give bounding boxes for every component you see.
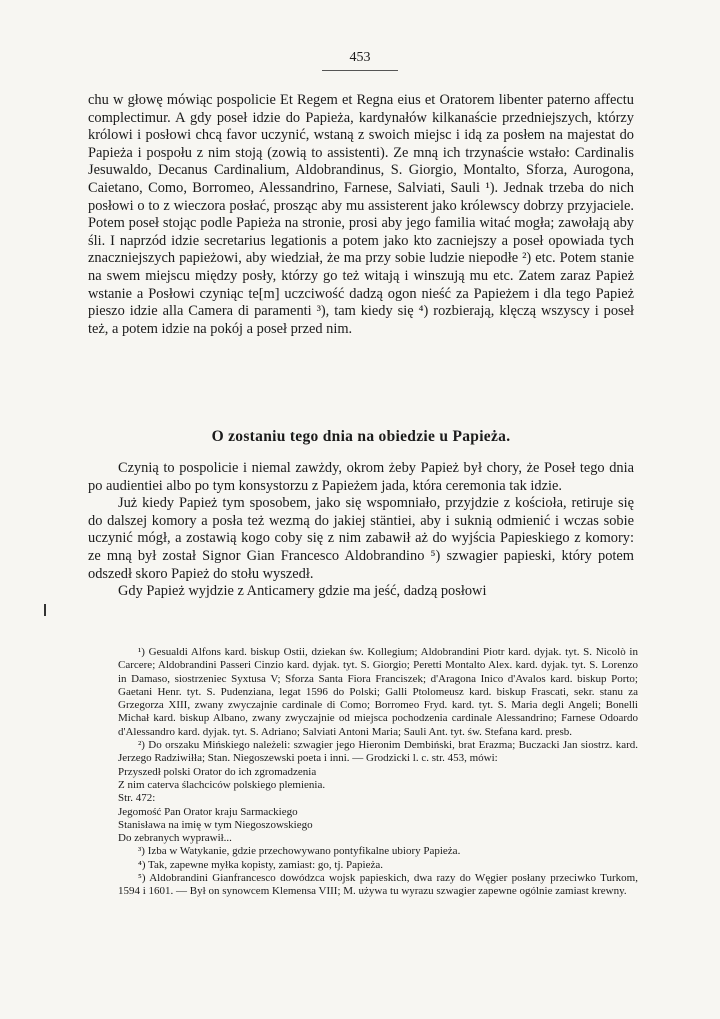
footnote-1: ¹) Gesualdi Alfons kard. biskup Ostii, dziekan św. Kollegium; Aldobrandini Piotr kard. dyjak. tyt. S. Nicolò in Carcere; Aldobrandini Passeri Cinzio kard. dyjak. tyt. S. Giorgio; Peretti Montalto Alex. kard. dyjak. tyt. S. Lorenzo in Damaso, siostrzeniec Syxtusa V; Sforza Santa Fiora Franciszek; d'Aragona Inico d'Avalos kard. biskup Porto; Gaetani Henr. tyt. S. Pudenziana, legat 1596 do Polski; Galli Ptolomeusz kard. biskup Frascati, sekr. stanu za Grzegorza XIII, zwany zwyczajnie cardinale di Como; Borromeo Fryd. kard. tyt. S. Maria degli Angeli; Bonelli Michał kard. biskup Albano, zwany zwyczajnie od miejsca pochodzenia cardinale Alessandrino; Farnese Odoardo d'Alessandro kard. dyjak. tyt. S. Adriano; Salviati Antoni Maria; Sauli Ant. tyt. św. Stefana kard. presb. [118, 646, 638, 738]
verse-line: Przyszedł polski Orator do ich zgromadzenia [118, 765, 317, 778]
page-reference: Str. 472: [118, 792, 156, 805]
verse-line: Do zebranych wyprawił... [118, 832, 232, 845]
margin-mark [44, 604, 46, 616]
footnotes [118, 646, 638, 899]
verse-line: Jegomość Pan Orator kraju Sarmackiego [118, 805, 298, 818]
main-text-bottom [88, 460, 634, 601]
page-number-rule [322, 70, 398, 71]
paragraph-3: Już kiedy Papież tym sposobem, jako się wspomniało, przyjdzie z kościoła, retiruje się do dalszej komory a posła też wezmą do jakiej stäntiei, aby i suknią odmienić i wczas sobie uczynić mógł, a zostawią kogo coby się z nim zabawił aż do wyjścia Papieskiego z komory: ze mną był został Signor Gian Francesco Aldobrandino ⁵) szwagier papieski, który potem odszedł skoro Papież do stołu wyszedł. [88, 495, 634, 582]
paragraph-4: Gdy Papież wyjdzie z Anticamery gdzie ma jeść, dadzą posłowi [118, 583, 487, 600]
footnote-2: ²) Do orszaku Mińskiego należeli: szwagier jego Hieronim Dembiński, brat Erazma; Buczacki Jan siostrz. kard. Jerzego Radziwiłła; Stan. Niegoszewski poeta i inni. — Grodzicki l. c. str. 453, mówi: [118, 739, 638, 765]
section-heading: O zostaniu tego dnia na obiedzie u Papieża. [211, 428, 511, 445]
footnote-3: ³) Izba w Watykanie, gdzie przechowywano pontyfikalne ubiory Papieża. [138, 845, 461, 858]
page-number: 453 [349, 50, 371, 65]
verse-line: Z nim caterva ślachciców polskiego plemienia. [118, 778, 326, 791]
footnote-5: ⁵) Aldobrandini Gianfrancesco dowódzca wojsk papieskich, dwa razy do Węgier posłany przeciwko Turkom, 1594 i 1601. — Był on synowcem Klemensa VIII; M. używa tu wyrazu szwagier zapewne ogólnie zamiast krewny. [118, 872, 638, 898]
paragraph-1: chu w głowę mówiąc pospolicie Et Regem et Regna eius et Oratorem libenter paterno affectu complectimur. A gdy poseł idzie do Papieża, kardynałów kilkanaście przedniejszych, którzy królowi i posłowi chcą favor uczynić, wstaną z swoich miejsc i idą za posłem na majestat do Papieża i pospołu z nim stoją (zowią to assistenti). Ze mną ich trzynaście wstało: Cardinalis Jesuwaldo, Decanus Cardinalium, Aldobrandinus, S. Giorgio, Montalto, Sforza, Aurogona, Caietano, Como, Borromeo, Alessandrino, Farnese, Salviati, Sauli ¹). Jednak trzeba do nich posłowi o to z wieczora posłać, prosząc aby mu assisterent jako królewscy dobrzy przyjaciele. Potem poseł stojąc podle Papieża na stronie, prosi aby jego familia witać mogła; zawołają aby śli. I naprzód idzie secretarius legationis a potem jako kto zacniejszy a poseł opowiada tych znaczniejszych papieżowi, aby wiedział, że ma przy sobie ludzie niepodłe ²) etc. Potem stanie na swem miejscu między posły, którzy go też witają i winszują mu etc. Zatem zaraz Papież wstanie a Posłowi czyniąc te[m] uczciwość dadzą ogon nieść za Papieżem i dla tego Papież pieszo idzie alla Camera di paramenti ³), tam kiedy się ⁴) rozbierają, klęczą wszyscy i poseł też, a potem idzie na pokój a poseł przed nim. [88, 92, 634, 337]
main-text-top [88, 92, 634, 338]
verse-line: Stanisława na imię w tym Niegoszowskiego [118, 818, 313, 831]
paragraph-2: Czynią to pospolicie i niemal zawżdy, okrom żeby Papież był chory, że Poseł tego dnia po audientiei albo po tym konsystorzu z Papieżem jada, która ceremonia tak idzie. [88, 460, 634, 494]
footnote-4: ⁴) Tak, zapewne myłka kopisty, zamiast: go, tj. Papieża. [138, 858, 383, 871]
